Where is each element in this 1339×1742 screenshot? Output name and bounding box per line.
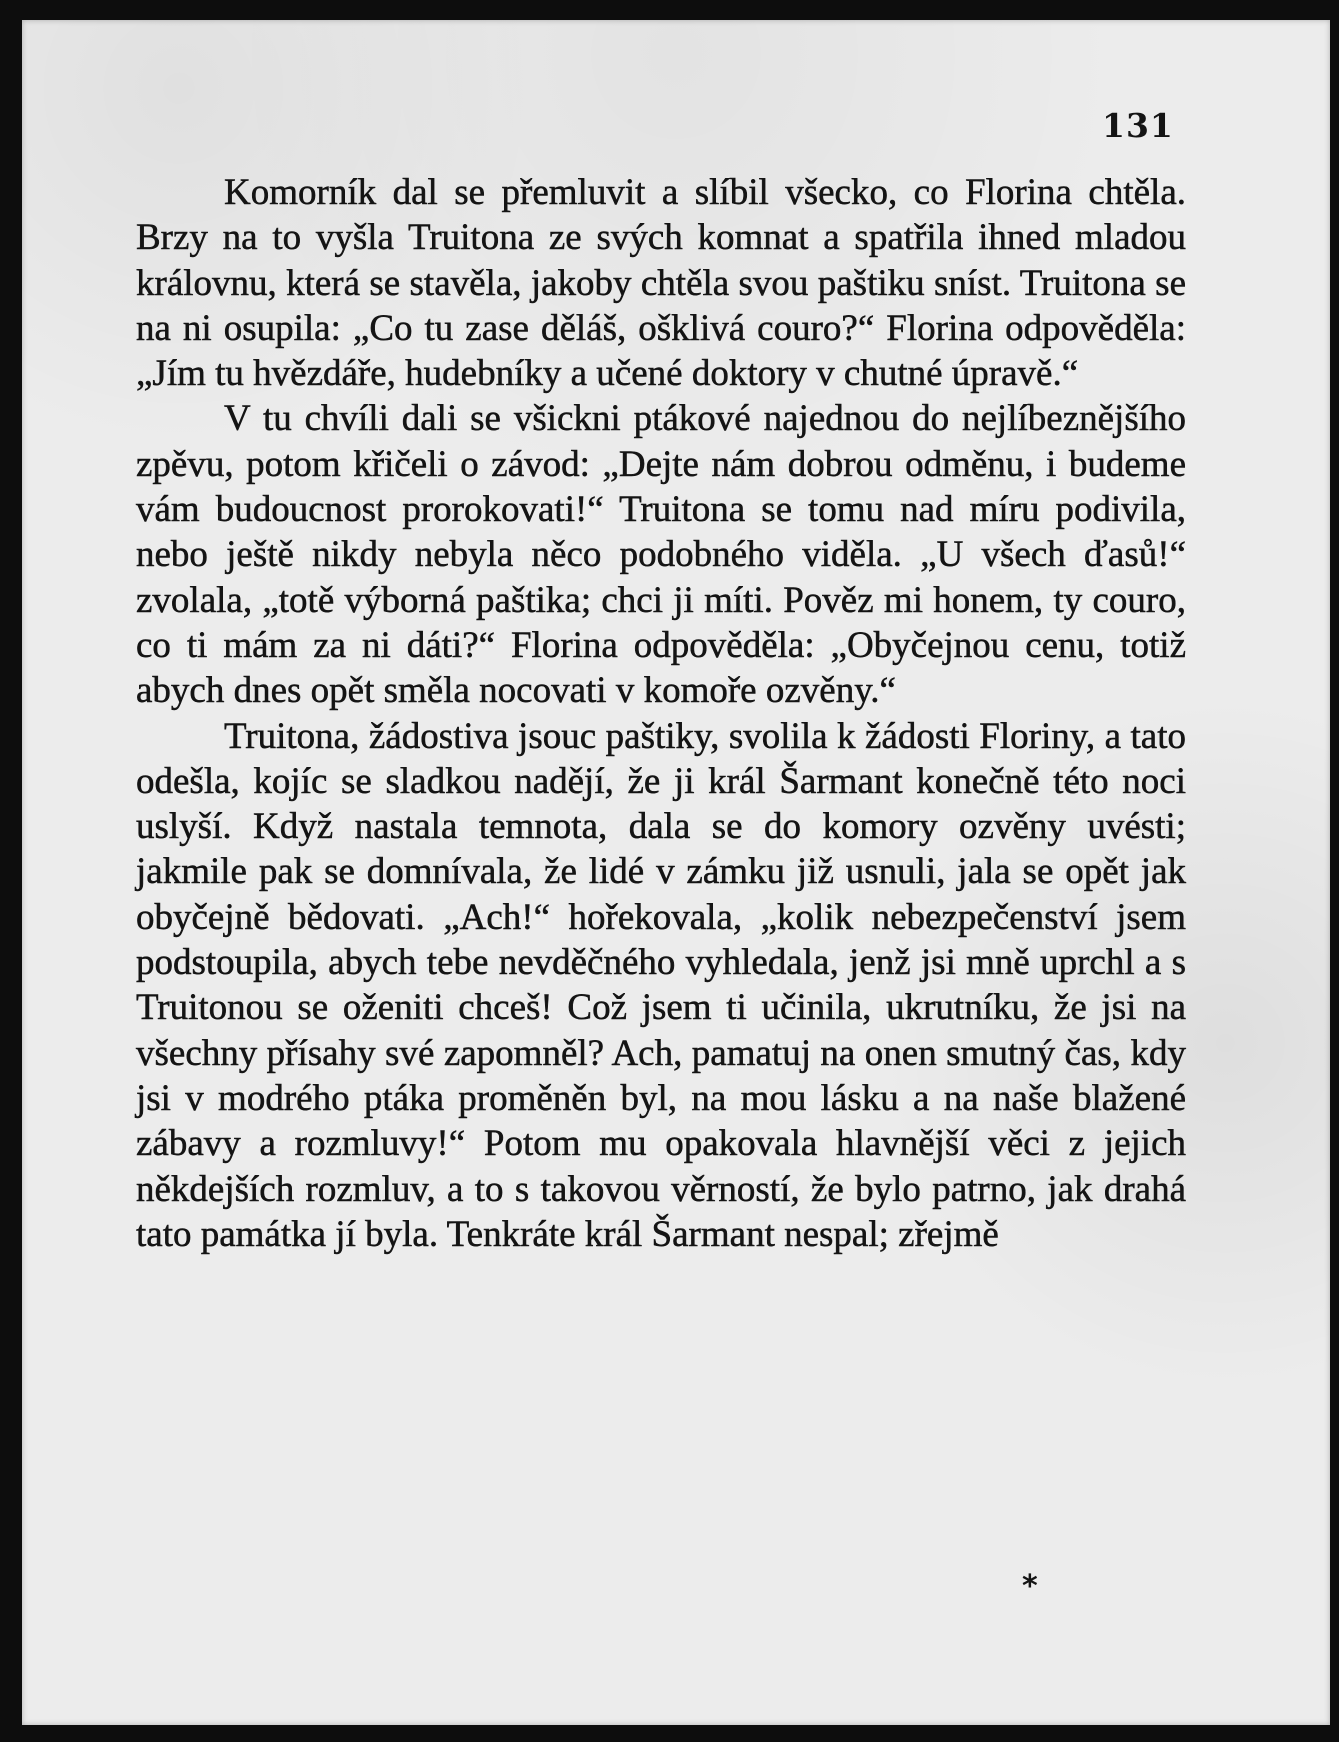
paragraph: Komorník dal se přemluvit a slíbil všecko, co Florina chtěla. Brzy na to vyšla Truitona ze svých komnat a spatřila ihned mladou královnu, která se stavěla, jakoby chtěla svou paštiku sníst. Truitona se na ni osupila: „Co tu zase děláš, ošklivá couro?“ Florina odpověděla: „Jím tu hvězdáře, hudebníky a učené doktory v chutné úpravě.“ (136, 172, 1186, 395)
paragraph: V tu chvíli dali se všickni ptákové najednou do nejlíbeznějšího zpěvu, potom křičeli o závod: „Dejte nám dobrou odměnu, i budeme vám budoucnost prorokovati!“ Truitona se tomu nad míru podivila, nebo ještě nikdy nebyla něco podobného viděla. „U všech ďasů!“ zvolala, „totě výborná paštika; chci ji míti. Pověz mi honem, ty couro, co ti mám za ni dáti?“ Florina odpověděla: „Obyčejnou cenu, totiž abych dnes opět směla nocovati v komoře ozvěny.“ (136, 398, 1186, 712)
signature-mark: * (1022, 1569, 1038, 1604)
paragraph: Truitona, žádostiva jsouc paštiky, svolila k žádosti Floriny, a tato odešla, kojíc se sladkou nadějí, že ji král Šarmant konečně této noci uslyší. Když nastala temnota, dala se do komory ozvěny uvésti; jakmile pak se domnívala, že lidé v zámku již usnuli, jala se opět jak obyčejně bědovati. „Ach!“ hořekovala, „kolik nebezpečenství jsem podstoupila, abych tebe nevděčného vyhledala, jenž jsi mně uprchl a s Truitonou se oženiti chceš! Což jsem ti učinila, ukrutníku, že jsi na všechny přísahy své zapomněl? Ach, pamatuj na onen smutný čas, kdy jsi v modrého ptáka proměněn byl, na mou lásku a na naše blažené zábavy a rozmluvy!“ Potom mu opakovala hlavnější věci z jejich někdejších rozmluv, a to s takovou věrností, že bylo patrno, jak drahá tato památka jí byla. Tenkráte král Šarmant nespal; zřejmě (136, 715, 1186, 1255)
page-number: 131 (1102, 106, 1174, 145)
body-text (136, 170, 1186, 1257)
book-page (22, 20, 1330, 1725)
